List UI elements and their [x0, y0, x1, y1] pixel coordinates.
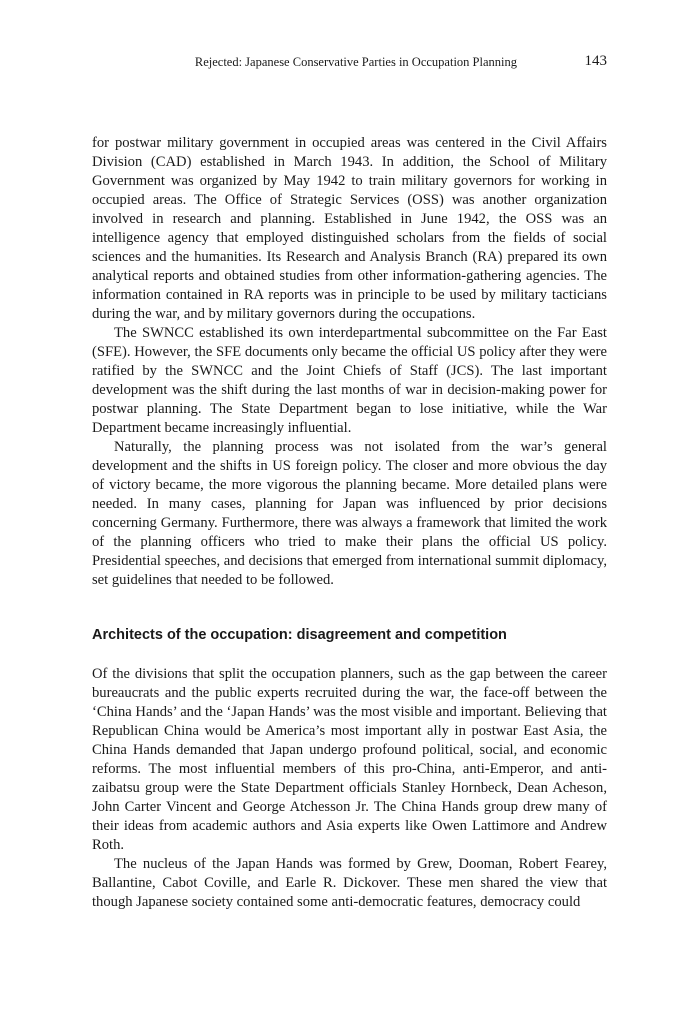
body-text — [92, 134, 607, 912]
paragraph-5: The nucleus of the Japan Hands was formed by Grew, Dooman, Robert Fearey, Ballantine, Cabot Coville, and Earle R. Dickover. These men shared the view that though Japanese society contained some anti-democratic features, democracy could — [92, 856, 607, 910]
paragraph-4: Of the divisions that split the occupation planners, such as the gap between the career bureaucrats and the public experts recruited during the war, the face-off between the ‘China Hands’ and the ‘Japan Hands’ was the most visible and important. Believing that Republican China would be America’s most important ally in postwar East Asia, the China Hands demanded that Japan undergo profound political, social, and economic reforms. The most influential members of this pro-China, anti-Emperor, and anti-zaibatsu group were the State Department officials Stanley Hornbeck, Dean Acheson, John Carter Vincent and George Atchesson Jr. The China Hands group drew many of their ideas from academic authors and Asia experts like Owen Lattimore and Andrew Roth. — [92, 666, 607, 853]
section-heading: Architects of the occupation: disagreement and competition — [92, 627, 507, 643]
running-head — [92, 53, 607, 73]
paragraph-1: for postwar military government in occupied areas was centered in the Civil Affairs Division (CAD) established in March 1943. In addition, the School of Military Government was organized by May 1942 to train military governors for working in occupied areas. The Office of Strategic Services (OSS) was another organization involved in research and planning. Established in June 1942, the OSS was an intelligence agency that employed distinguished scholars from the fields of social sciences and the humanities. Its Research and Analysis Branch (RA) prepared its own analytical reports and obtained studies from other information-gathering agencies. The information contained in RA reports was in principle to be used by military tacticians during the war, and by military governors during the occupations. — [92, 135, 607, 322]
page-number: 143 — [584, 53, 607, 69]
paragraph-3: Naturally, the planning process was not isolated from the war’s general development and the shifts in US foreign policy. The closer and more obvious the day of victory became, the more vigorous the planning became. More detailed plans were needed. In many cases, planning for Japan was influenced by prior decisions concerning Germany. Furthermore, there was always a framework that limited the work of the planning officers who tried to make their plans the official US policy. Presidential speeches, and decisions that emerged from international summit diplomacy, set guidelines that needed to be followed. — [92, 439, 607, 588]
paragraph-2: The SWNCC established its own interdepartmental subcommittee on the Far East (SFE). However, the SFE documents only became the official US policy after they were ratified by the SWNCC and the Joint Chiefs of Staff (JCS). The last important development was the shift during the last months of war in decision-making power for postwar planning. The State Department began to lose initiative, while the War Department became increasingly influential. — [92, 325, 607, 436]
running-title: Rejected: Japanese Conservative Parties in Occupation Planning — [194, 55, 517, 69]
